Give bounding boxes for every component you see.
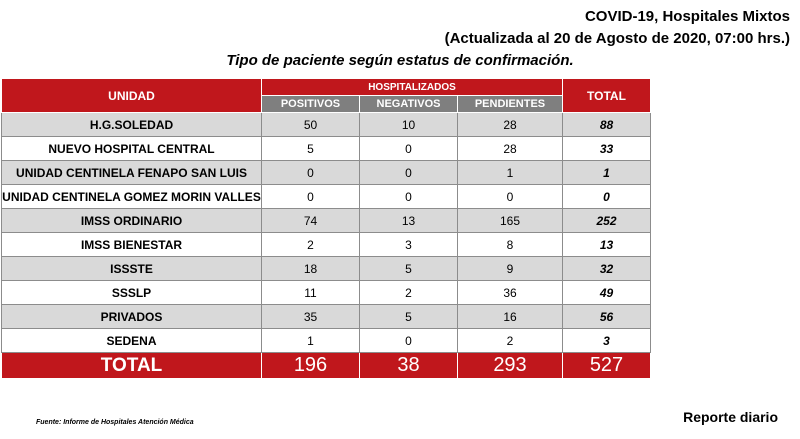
positivos-cell: 0 <box>262 185 360 209</box>
total-positivos: 196 <box>262 353 360 379</box>
pendientes-cell: 2 <box>458 329 563 353</box>
total-cell: 3 <box>563 329 651 353</box>
table-row <box>2 137 651 161</box>
total-cell: 88 <box>563 113 651 137</box>
negativos-cell: 0 <box>360 185 458 209</box>
source-note: Fuente: Informe de Hospitales Atención Médica <box>36 419 194 426</box>
pendientes-cell: 28 <box>458 113 563 137</box>
unit-name-cell: PRIVADOS <box>2 305 262 329</box>
negativos-cell: 0 <box>360 329 458 353</box>
unit-name-cell: UNIDAD CENTINELA FENAPO SAN LUIS <box>2 161 262 185</box>
positivos-cell: 0 <box>262 161 360 185</box>
positivos-cell: 5 <box>262 137 360 161</box>
pendientes-cell: 165 <box>458 209 563 233</box>
total-negativos: 38 <box>360 353 458 379</box>
total-cell: 13 <box>563 233 651 257</box>
pendientes-cell: 28 <box>458 137 563 161</box>
header-positivos: POSITIVOS <box>262 96 360 113</box>
header-negativos: NEGATIVOS <box>360 96 458 113</box>
total-cell: 0 <box>563 185 651 209</box>
table-total-row <box>2 353 651 379</box>
positivos-cell: 1 <box>262 329 360 353</box>
report-header <box>445 6 790 50</box>
negativos-cell: 3 <box>360 233 458 257</box>
total-cell: 252 <box>563 209 651 233</box>
report-frequency: Reporte diario <box>683 409 778 425</box>
positivos-cell: 11 <box>262 281 360 305</box>
total-label: TOTAL <box>2 353 262 379</box>
unit-name-cell: SEDENA <box>2 329 262 353</box>
total-cell: 56 <box>563 305 651 329</box>
header-total: TOTAL <box>563 79 651 113</box>
pendientes-cell: 16 <box>458 305 563 329</box>
pendientes-cell: 9 <box>458 257 563 281</box>
unit-name-cell: H.G.SOLEDAD <box>2 113 262 137</box>
negativos-cell: 5 <box>360 305 458 329</box>
positivos-cell: 74 <box>262 209 360 233</box>
table-row <box>2 329 651 353</box>
total-total: 527 <box>563 353 651 379</box>
positivos-cell: 35 <box>262 305 360 329</box>
total-cell: 49 <box>563 281 651 305</box>
unit-name-cell: ISSSTE <box>2 257 262 281</box>
unit-name-cell: NUEVO HOSPITAL CENTRAL <box>2 137 262 161</box>
negativos-cell: 10 <box>360 113 458 137</box>
pendientes-cell: 8 <box>458 233 563 257</box>
total-cell: 32 <box>563 257 651 281</box>
table-row <box>2 281 651 305</box>
total-pendientes: 293 <box>458 353 563 379</box>
positivos-cell: 2 <box>262 233 360 257</box>
header-hospitalizados: HOSPITALIZADOS <box>262 79 563 96</box>
header-pendientes: PENDIENTES <box>458 96 563 113</box>
total-cell: 1 <box>563 161 651 185</box>
unit-name-cell: IMSS BIENESTAR <box>2 233 262 257</box>
pendientes-cell: 0 <box>458 185 563 209</box>
table-row <box>2 233 651 257</box>
negativos-cell: 2 <box>360 281 458 305</box>
pendientes-cell: 1 <box>458 161 563 185</box>
positivos-cell: 18 <box>262 257 360 281</box>
unit-name-cell: SSSLP <box>2 281 262 305</box>
table-row <box>2 161 651 185</box>
total-cell: 33 <box>563 137 651 161</box>
negativos-cell: 0 <box>360 161 458 185</box>
negativos-cell: 13 <box>360 209 458 233</box>
table-row <box>2 257 651 281</box>
table-subtitle: Tipo de paciente según estatus de confirmación. <box>226 52 574 69</box>
pendientes-cell: 36 <box>458 281 563 305</box>
table-row <box>2 113 651 137</box>
table-row <box>2 209 651 233</box>
unit-name-cell: IMSS ORDINARIO <box>2 209 262 233</box>
header-unidad: UNIDAD <box>2 79 262 113</box>
report-updated-date: (Actualizada al 20 de Agosto de 2020, 07:00 hrs.) <box>444 30 790 47</box>
table-body <box>2 113 651 353</box>
negativos-cell: 0 <box>360 137 458 161</box>
report-title: COVID-19, Hospitales Mixtos <box>584 8 790 25</box>
table-row <box>2 185 651 209</box>
hospital-status-table <box>1 78 651 379</box>
unit-name-cell: UNIDAD CENTINELA GOMEZ MORIN VALLES <box>2 185 262 209</box>
table-row <box>2 305 651 329</box>
negativos-cell: 5 <box>360 257 458 281</box>
positivos-cell: 50 <box>262 113 360 137</box>
